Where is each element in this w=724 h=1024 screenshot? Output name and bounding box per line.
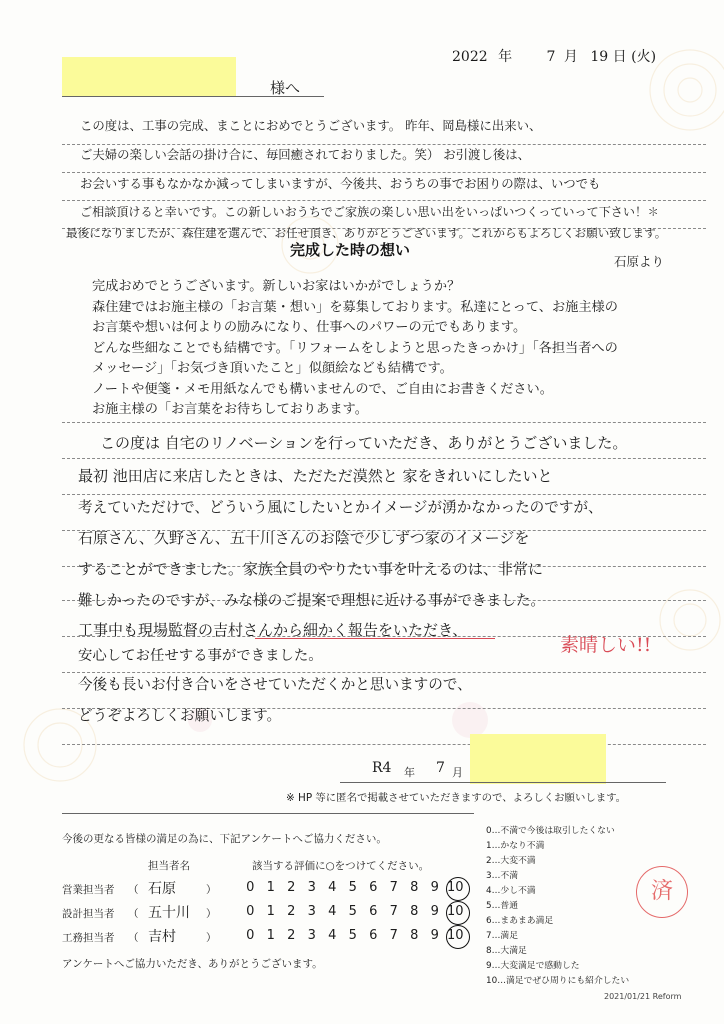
staff-name-design: 五十川 (148, 905, 190, 921)
role-sales: 営業担当者 (62, 884, 115, 896)
selected-rating-circle (446, 901, 470, 925)
staff-name-sales: 石原 (148, 881, 176, 897)
letter-line: ご夫婦の楽しい会話の掛け合に、毎回癒されておりました。笑） お引渡し後は、 (80, 147, 531, 162)
red-note: 素晴しい!! (560, 634, 652, 656)
survey-thanks: アンケートへご協力いただき、ありがとうございます。 (62, 958, 323, 970)
legend-item: 3…不満 (486, 871, 518, 881)
intro-line: お言葉や想いは何よりの励みになり、仕事へのパワーの元でもあります。 (92, 320, 527, 335)
message-line: 石原さん、久野さん、五十川さんのお陰で少しずつ家のイメージを (78, 529, 530, 547)
message-line: この度は 自宅のリノベーションを行っていただき、ありがとうございました。 (100, 434, 628, 452)
paren-open: （ (128, 908, 139, 920)
feedback-heading: 完成した時の想い (290, 241, 411, 259)
message-line: することができました。家族全員のやりたい事を叶えるのは、非常に (78, 560, 544, 578)
rule-line (62, 494, 706, 495)
letter-line: 最後になりましたが、森住建を選んで、お任せ頂き、ありがとうございます。これからもよろしくお願い致します。 (66, 226, 667, 240)
red-underline (255, 638, 495, 639)
intro-line: 森住建ではお施主様の「お言葉・想い」を募集しております。私達にとって、お施主様の (92, 300, 618, 315)
legend-item: 5…普通 (486, 901, 518, 911)
letter-date: 2022 年 7 月 19 日 (火) (452, 49, 657, 65)
legend-item: 6…まあまあ満足 (486, 916, 554, 926)
message-line: 安心してお任せする事ができました。 (78, 648, 323, 664)
letter-line: この度は、工事の完成、まことにおめでとうございます。 昨年、岡島様に出来い、 (80, 118, 542, 133)
redacted-name-highlight (470, 734, 606, 784)
legend-item: 7…満足 (486, 931, 518, 941)
legend-item: 10…満足でぜひ周りにも紹介したい (486, 976, 630, 986)
legend-item: 8…大満足 (486, 946, 527, 956)
message-line: 難しかったのですが、みな様のご提案で理想に近ける事ができました。 (78, 592, 546, 609)
letter-line: ご相談頂けると幸いです。この新しいおうちでご家族の楽しい思い出をいっぱいつくっていって下さい！✽ (80, 205, 660, 219)
staff-name-construction: 吉村 (148, 929, 176, 945)
rule-line (62, 422, 706, 423)
message-line: 最初 池田店に来店したときは、ただただ漠然と 家をきれいにしたいと (78, 467, 553, 485)
privacy-note: ※ HP 等に匿名で掲載させていただきますので、よろしくお願いします。 (286, 792, 627, 804)
intro-line: ノートや便箋・メモ用紙なんでも構いませんので、ご自由にお書きください。 (92, 382, 553, 397)
message-line: どうぞよろしくお願いします。 (78, 707, 282, 724)
intro-line: どんな些細なことでも結構です。「リフォームをしようと思ったきっかけ」「各担当者への (92, 341, 618, 356)
legend-item: 1…かなり不満 (486, 841, 545, 851)
sign-underline (340, 782, 666, 783)
message-line: 考えていただけで、どういう風にしたいとかイメージが湧かなかったのですが、 (78, 499, 603, 516)
legend-item: 4…少し不満 (486, 886, 536, 896)
survey-intro: 今後の更なる皆様の満足の為に、下記アンケートへご協力ください。 (62, 833, 387, 845)
letter-signature: 石原より (614, 254, 665, 269)
paren-close: ） (206, 932, 217, 944)
rating-scale-sales[interactable]: 0 1 2 3 4 5 6 7 8 9 10 (246, 880, 464, 895)
addressee-suffix: 様へ (270, 79, 301, 97)
rating-scale-construction[interactable]: 0 1 2 3 4 5 6 7 8 9 10 (246, 928, 464, 943)
message-line: 工事中も現場監督の吉村さんから細かく報告をいただき、 (78, 621, 468, 639)
legend-item: 2…大変不満 (486, 856, 536, 866)
paren-close: ） (206, 884, 217, 896)
intro-line: お施主様の「お言葉をお待ちしておりあます。 (92, 402, 368, 417)
selected-rating-circle (446, 925, 470, 949)
letter-line: お会いする事もなかなか減ってしまいますが、今後共、おうちの事でお困りの際は、いつでも (80, 176, 601, 191)
intro-line: 完成おめでとうございます。新しいお家はいかがでしょうか？ (92, 279, 461, 294)
rating-scale-design[interactable]: 0 1 2 3 4 5 6 7 8 9 10 (246, 904, 464, 919)
sign-month: 7 (436, 760, 445, 776)
staff-header: 担当者名 (148, 860, 190, 872)
rule-line (62, 744, 706, 745)
sign-year-suffix: 年 (404, 766, 415, 779)
redacted-addressee-highlight (62, 57, 236, 97)
sign-year: R4 (372, 760, 392, 776)
sign-month-suffix: 月 (452, 766, 463, 779)
rule-line (62, 200, 706, 201)
paren-close: ） (206, 908, 217, 920)
legend-item: 0…不満で今後は取引したくない (486, 826, 615, 836)
rating-header: 該当する評価に○をつけてください。 (252, 860, 430, 872)
approval-stamp (636, 866, 688, 918)
survey-divider (62, 813, 474, 814)
message-line: 今後も長いお付き合いをさせていただくかと思いますので、 (78, 676, 472, 693)
paren-open: （ (128, 932, 139, 944)
rule-line (62, 172, 706, 173)
paren-open: （ (128, 884, 139, 896)
role-construction: 工務担当者 (62, 932, 115, 944)
role-design: 設計担当者 (62, 908, 115, 920)
intro-line: メッセージ」「お気づき頂いたこと」似顔絵なども結構です。 (92, 361, 453, 376)
legend-item: 9…大変満足で感動した (486, 961, 580, 971)
form-code: 2021/01/21 Reform (604, 992, 682, 1001)
selected-rating-circle (446, 877, 470, 901)
rule-line (62, 458, 706, 459)
stamp-text: 済 (650, 879, 673, 904)
